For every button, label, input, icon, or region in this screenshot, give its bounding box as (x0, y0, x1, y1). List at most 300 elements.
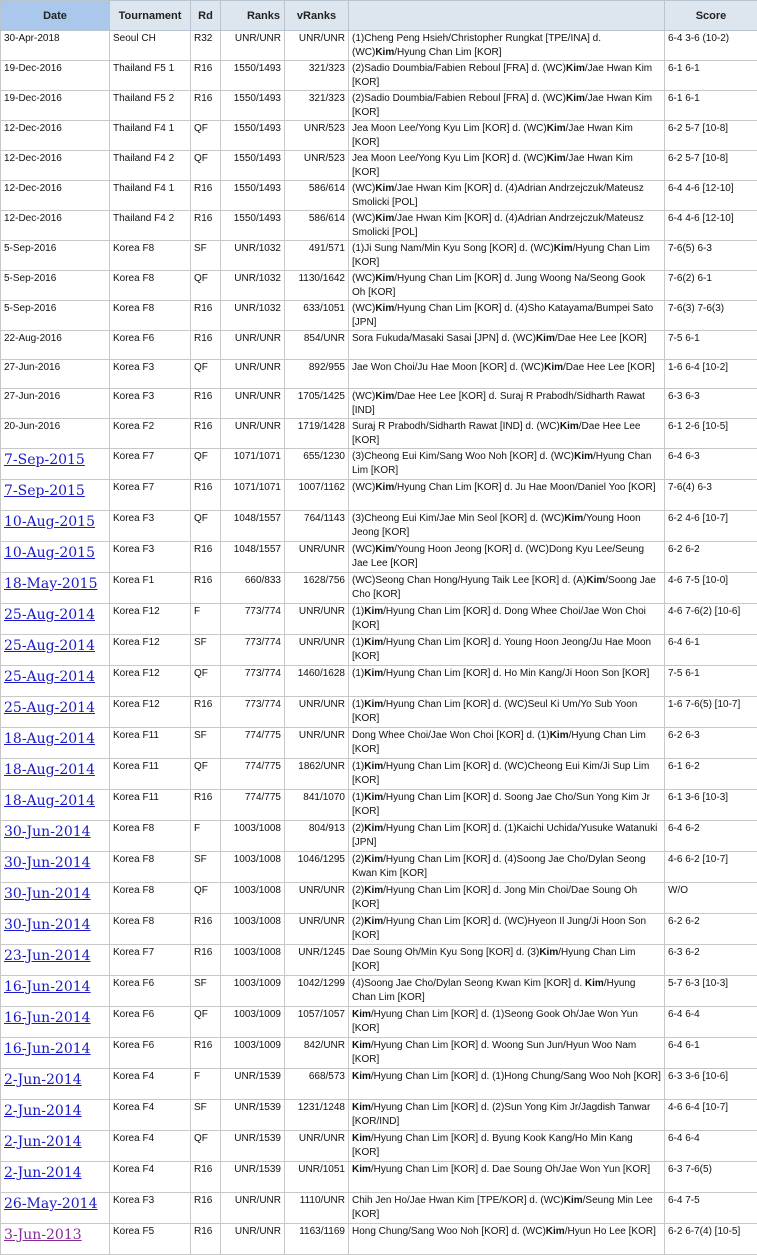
table-row (1, 883, 757, 914)
match-text-before: (1) (352, 637, 364, 648)
table-row (1, 1193, 757, 1224)
cell-date (1, 728, 110, 759)
player-name: Kim (352, 1133, 371, 1144)
player-name: Kim (352, 1040, 371, 1051)
cell-match (349, 542, 665, 573)
cell-date (1, 542, 110, 573)
cell-score: 7-5 6-1 (665, 666, 757, 697)
cell-vranks: 804/913 (285, 821, 349, 852)
cell-vranks: 841/1070 (285, 790, 349, 821)
match-text-before: (2) (352, 823, 364, 834)
cell-vranks: 1007/1162 (285, 480, 349, 511)
match-text-after: /Hyung Chan Lim [KOR] d. (4)Sho Katayama/Bumpei Sato [JPN] (352, 303, 653, 328)
cell-tournament: Korea F8 (110, 883, 191, 914)
cell-date (1, 852, 110, 883)
cell-ranks: UNR/1539 (221, 1131, 285, 1162)
match-text-before: (WC) (352, 482, 375, 493)
cell-match (349, 635, 665, 666)
match-text-after: /Seung Min Lee [KOR] (352, 1195, 653, 1220)
date-link[interactable]: 18-May-2015 (4, 576, 98, 592)
player-name: Kim (375, 213, 394, 224)
cell-round: R16 (191, 914, 221, 945)
cell-score: 6-1 6-1 (665, 61, 757, 91)
cell-match (349, 945, 665, 976)
cell-date (1, 1100, 110, 1131)
match-text-after: /Hyung Chan Lim [KOR] d. (WC)Seul Ki Um/Yo Sub Yoon [KOR] (352, 699, 637, 724)
date-link[interactable]: 2-Jun-2014 (4, 1072, 82, 1088)
cell-match (349, 91, 665, 121)
match-text-after: /Hyung Chan Lim [KOR] d. Byung Kook Kang/Ho Min Kang [KOR] (352, 1133, 633, 1158)
cell-date: 27-Jun-2016 (1, 360, 110, 389)
player-name: Kim (546, 1226, 565, 1237)
cell-score: 4-6 6-4 [10-7] (665, 1100, 757, 1131)
cell-tournament: Korea F8 (110, 241, 191, 271)
table-row (1, 573, 757, 604)
cell-score: 6-2 6-3 (665, 728, 757, 759)
match-text-after: /Hyung Chan Lim [KOR] d. (1)Seong Gook Oh/Jae Won Yun [KOR] (352, 1009, 638, 1034)
date-link[interactable]: 2-Jun-2014 (4, 1103, 82, 1119)
cell-tournament: Korea F12 (110, 666, 191, 697)
cell-match (349, 852, 665, 883)
header-tournament[interactable]: Tournament (110, 1, 191, 31)
match-text-after: /Hyung Chan Lim [KOR] (352, 947, 636, 972)
cell-date: 5-Sep-2016 (1, 241, 110, 271)
cell-date: 12-Dec-2016 (1, 181, 110, 211)
cell-date: 19-Dec-2016 (1, 91, 110, 121)
cell-match (349, 604, 665, 635)
cell-tournament: Thailand F4 2 (110, 151, 191, 181)
cell-vranks: 854/UNR (285, 331, 349, 360)
match-text-after: /Hyung Chan Lim [KOR] d. Young Hoon Jeong/Ju Hae Moon [KOR] (352, 637, 651, 662)
match-text-before: (WC) (352, 544, 375, 555)
match-text-before: (3)Cheong Eui Kim/Sang Woo Noh [KOR] d. (WC) (352, 451, 574, 462)
header-vranks[interactable]: vRanks (285, 1, 349, 31)
cell-date (1, 449, 110, 480)
match-text-after: /Hyung Chan Lim [KOR] (352, 451, 651, 476)
cell-date (1, 945, 110, 976)
player-name: Kim (375, 47, 394, 58)
cell-match (349, 211, 665, 241)
cell-date (1, 821, 110, 852)
cell-match (349, 1162, 665, 1193)
cell-score: 6-2 5-7 [10-8] (665, 121, 757, 151)
cell-match (349, 790, 665, 821)
cell-ranks: 774/775 (221, 790, 285, 821)
player-name: Kim (560, 421, 579, 432)
cell-match (349, 419, 665, 449)
table-row (1, 604, 757, 635)
table-row (1, 1007, 757, 1038)
cell-ranks: 773/774 (221, 635, 285, 666)
player-name: Kim (364, 823, 383, 834)
cell-match (349, 1131, 665, 1162)
match-text-after: /Soong Jae Cho [KOR] (352, 575, 656, 600)
cell-vranks: UNR/1245 (285, 945, 349, 976)
cell-score: 6-4 6-4 (665, 1131, 757, 1162)
cell-match (349, 573, 665, 604)
cell-vranks: UNR/UNR (285, 31, 349, 61)
cell-vranks: UNR/523 (285, 121, 349, 151)
cell-tournament: Korea F1 (110, 573, 191, 604)
match-text-after: /Hyung Chan Lim [KOR] d. Soong Jae Cho/Sun Yong Kim Jr [KOR] (352, 792, 650, 817)
cell-ranks: UNR/UNR (221, 1224, 285, 1255)
cell-date (1, 697, 110, 728)
table-row (1, 121, 757, 151)
cell-round: R16 (191, 1224, 221, 1255)
cell-date (1, 1038, 110, 1069)
cell-tournament: Korea F8 (110, 914, 191, 945)
player-name: Kim (585, 978, 604, 989)
player-name: Kim (375, 273, 394, 284)
date-link[interactable]: 25-Aug-2014 (4, 638, 95, 654)
player-name: Kim (375, 303, 394, 314)
cell-round: R16 (191, 1038, 221, 1069)
header-ranks[interactable]: Ranks (221, 1, 285, 31)
cell-score: 1-6 7-6(5) [10-7] (665, 697, 757, 728)
match-text-before: (1) (352, 761, 364, 772)
cell-date (1, 1131, 110, 1162)
cell-round: R16 (191, 1193, 221, 1224)
table-row (1, 945, 757, 976)
player-name: Kim (564, 513, 583, 524)
match-text-after: /Dae Hee Lee [KOR] d. Suraj R Prabodh/Sidharth Rawat [IND] (352, 391, 645, 416)
cell-ranks: UNR/UNR (221, 360, 285, 389)
cell-date: 19-Dec-2016 (1, 61, 110, 91)
cell-ranks: 1003/1009 (221, 1038, 285, 1069)
cell-vranks: UNR/UNR (285, 883, 349, 914)
cell-score: 6-1 3-6 [10-3] (665, 790, 757, 821)
player-name: Kim (566, 93, 585, 104)
cell-tournament: Korea F4 (110, 1162, 191, 1193)
player-name: Kim (539, 947, 558, 958)
cell-score: 7-6(3) 7-6(3) (665, 301, 757, 331)
cell-round: QF (191, 759, 221, 790)
cell-round: R16 (191, 211, 221, 241)
date-link[interactable]: 7-Sep-2015 (4, 452, 85, 468)
cell-tournament: Korea F3 (110, 1193, 191, 1224)
cell-tournament: Seoul CH (110, 31, 191, 61)
cell-ranks: UNR/1539 (221, 1069, 285, 1100)
player-name: Kim (574, 451, 593, 462)
date-link[interactable]: 10-Aug-2015 (4, 545, 95, 561)
cell-match (349, 666, 665, 697)
cell-tournament: Korea F4 (110, 1069, 191, 1100)
cell-score: 7-6(5) 6-3 (665, 241, 757, 271)
cell-vranks: UNR/UNR (285, 604, 349, 635)
player-name: Kim (375, 544, 394, 555)
date-link[interactable]: 16-Jun-2014 (4, 1041, 91, 1057)
cell-vranks: 892/955 (285, 360, 349, 389)
cell-match (349, 449, 665, 480)
cell-tournament: Korea F7 (110, 449, 191, 480)
cell-ranks: 1003/1008 (221, 852, 285, 883)
table-body (1, 31, 757, 1255)
cell-match (349, 1224, 665, 1255)
table-row (1, 1162, 757, 1193)
match-text-before: (1) (352, 606, 364, 617)
cell-vranks: 1460/1628 (285, 666, 349, 697)
date-link[interactable]: 25-Aug-2014 (4, 669, 95, 685)
date-link[interactable]: 30-Jun-2014 (4, 886, 91, 902)
cell-score: 5-7 6-3 [10-3] (665, 976, 757, 1007)
match-text-after: /Hyung Chan Lim [KOR] d. Ju Hae Moon/Daniel Yoo [KOR] (394, 482, 655, 493)
match-text-after: /Jae Hwan Kim [KOR] (352, 63, 652, 88)
table-row (1, 1224, 757, 1255)
cell-round: R16 (191, 91, 221, 121)
cell-ranks: UNR/1539 (221, 1100, 285, 1131)
cell-ranks: 1550/1493 (221, 181, 285, 211)
date-link[interactable]: 18-Aug-2014 (4, 793, 95, 809)
player-name: Kim (547, 123, 566, 134)
date-link[interactable]: 2-Jun-2014 (4, 1165, 82, 1181)
match-text-after: /Dae Hee Lee [KOR] (555, 333, 647, 344)
match-text-after: /Hyung Chan Lim [KOR] d. Ho Min Kang/Ji Hoon Son [KOR] (383, 668, 649, 679)
match-text-after: /Hyung Chan Lim [KOR] d. (4)Soong Jae Cho/Dylan Seong Kwan Kim [KOR] (352, 854, 646, 879)
cell-date (1, 976, 110, 1007)
cell-tournament: Korea F8 (110, 271, 191, 301)
cell-score: 7-6(2) 6-1 (665, 271, 757, 301)
cell-round: QF (191, 151, 221, 181)
cell-ranks: 1550/1493 (221, 91, 285, 121)
cell-ranks: 1003/1008 (221, 821, 285, 852)
cell-round: R16 (191, 697, 221, 728)
player-name: Kim (375, 183, 394, 194)
cell-ranks: 660/833 (221, 573, 285, 604)
match-text-after: /Jae Hwan Kim [KOR] (352, 93, 652, 118)
match-text-after: /Hyung Chan Lim [KOR] d. (2)Sun Yong Kim Jr/Jagdish Tanwar [KOR/IND] (352, 1102, 650, 1127)
cell-match (349, 121, 665, 151)
cell-tournament: Thailand F4 2 (110, 211, 191, 241)
cell-round: SF (191, 1100, 221, 1131)
cell-date (1, 480, 110, 511)
match-text-after: /Young Hoon Jeong [KOR] (352, 513, 641, 538)
date-link[interactable]: 30-Jun-2014 (4, 917, 91, 933)
match-text-before: (3)Cheong Eui Kim/Jae Min Seol [KOR] d. (WC) (352, 513, 564, 524)
cell-score: 6-1 6-2 (665, 759, 757, 790)
cell-tournament: Korea F12 (110, 697, 191, 728)
cell-round: QF (191, 1007, 221, 1038)
player-name: Kim (375, 482, 394, 493)
table-row (1, 790, 757, 821)
cell-round: R16 (191, 573, 221, 604)
match-text-before: (WC) (352, 273, 375, 284)
cell-ranks: 1550/1493 (221, 121, 285, 151)
match-text-after: /Jae Hwan Kim [KOR] d. (4)Adrian Andrzejczuk/Mateusz Smolicki [POL] (352, 183, 644, 208)
table-row (1, 301, 757, 331)
player-name: Kim (544, 362, 563, 373)
table-row (1, 271, 757, 301)
cell-ranks: UNR/1539 (221, 1162, 285, 1193)
match-text-after: /Hyun Ho Lee [KOR] (565, 1226, 656, 1237)
player-name: Kim (364, 668, 383, 679)
player-name: Kim (375, 391, 394, 402)
table-row (1, 511, 757, 542)
cell-round: F (191, 1069, 221, 1100)
cell-match (349, 480, 665, 511)
cell-round: F (191, 604, 221, 635)
table-row (1, 31, 757, 61)
cell-round: R16 (191, 181, 221, 211)
cell-vranks: UNR/UNR (285, 697, 349, 728)
cell-ranks: 1048/1557 (221, 542, 285, 573)
match-text-after: /Hyung Chan Lim [KOR] d. Woong Sun Jun/Hyun Woo Nam [KOR] (352, 1040, 636, 1065)
player-name: Kim (364, 637, 383, 648)
cell-vranks: 764/1143 (285, 511, 349, 542)
cell-vranks: 1163/1169 (285, 1224, 349, 1255)
cell-match (349, 914, 665, 945)
cell-vranks: UNR/1051 (285, 1162, 349, 1193)
cell-round: SF (191, 976, 221, 1007)
cell-ranks: 773/774 (221, 666, 285, 697)
date-link[interactable]: 30-Jun-2014 (4, 824, 91, 840)
cell-round: R16 (191, 480, 221, 511)
cell-round: R16 (191, 419, 221, 449)
cell-vranks: UNR/UNR (285, 1131, 349, 1162)
cell-vranks: 1110/UNR (285, 1193, 349, 1224)
table-row (1, 211, 757, 241)
cell-score: 6-4 6-2 (665, 821, 757, 852)
cell-round: SF (191, 241, 221, 271)
cell-vranks: 321/323 (285, 91, 349, 121)
cell-tournament: Korea F11 (110, 759, 191, 790)
cell-tournament: Korea F6 (110, 976, 191, 1007)
cell-vranks: 1057/1057 (285, 1007, 349, 1038)
cell-match (349, 31, 665, 61)
match-text-before: Jae Won Choi/Ju Hae Moon [KOR] d. (WC) (352, 362, 544, 373)
cell-match (349, 1038, 665, 1069)
cell-match (349, 181, 665, 211)
cell-date: 12-Dec-2016 (1, 211, 110, 241)
cell-score: 6-4 4-6 [12-10] (665, 211, 757, 241)
cell-round: QF (191, 121, 221, 151)
cell-ranks: 1071/1071 (221, 449, 285, 480)
player-name: Kim (554, 243, 573, 254)
cell-round: SF (191, 635, 221, 666)
cell-vranks: 1130/1642 (285, 271, 349, 301)
cell-score: 6-2 6-7(4) [10-5] (665, 1224, 757, 1255)
player-name: Kim (564, 1195, 583, 1206)
cell-round: R16 (191, 790, 221, 821)
header-date[interactable]: Date (1, 1, 110, 31)
match-text-before: (2)Sadio Doumbia/Fabien Reboul [FRA] d. (WC) (352, 63, 566, 74)
header-score[interactable]: Score (665, 1, 757, 31)
cell-score: 6-4 6-3 (665, 449, 757, 480)
player-name: Kim (566, 63, 585, 74)
match-text-before: (2) (352, 885, 364, 896)
cell-date: 27-Jun-2016 (1, 389, 110, 419)
player-name: Kim (550, 730, 569, 741)
match-text-after: /Hyung Chan Lim [KOR] d. Jung Woong Na/Seong Gook Oh [KOR] (352, 273, 645, 298)
cell-round: QF (191, 1131, 221, 1162)
table-row (1, 542, 757, 573)
player-name: Kim (364, 854, 383, 865)
cell-round: R16 (191, 301, 221, 331)
cell-round: R16 (191, 1162, 221, 1193)
cell-match (349, 1007, 665, 1038)
cell-tournament: Thailand F4 1 (110, 121, 191, 151)
cell-date: 22-Aug-2016 (1, 331, 110, 360)
date-link[interactable]: 7-Sep-2015 (4, 483, 85, 499)
date-link[interactable]: 2-Jun-2014 (4, 1134, 82, 1150)
date-link[interactable]: 30-Jun-2014 (4, 855, 91, 871)
cell-score: 6-4 6-1 (665, 635, 757, 666)
date-link[interactable]: 18-Aug-2014 (4, 762, 95, 778)
cell-score: 6-1 6-1 (665, 91, 757, 121)
player-name: Kim (547, 153, 566, 164)
date-link[interactable]: 25-Aug-2014 (4, 607, 95, 623)
cell-tournament: Korea F7 (110, 480, 191, 511)
cell-date (1, 1193, 110, 1224)
cell-tournament: Korea F3 (110, 511, 191, 542)
date-link[interactable]: 3-Jun-2013 (4, 1227, 82, 1243)
date-link[interactable]: 16-Jun-2014 (4, 1010, 91, 1026)
match-text-before: (WC)Seong Chan Hong/Hyung Taik Lee [KOR] d. (A) (352, 575, 586, 586)
date-link[interactable]: 23-Jun-2014 (4, 948, 91, 964)
cell-date (1, 1162, 110, 1193)
cell-ranks: 774/775 (221, 759, 285, 790)
cell-vranks: 586/614 (285, 181, 349, 211)
player-name: Kim (364, 699, 383, 710)
cell-ranks: 774/775 (221, 728, 285, 759)
cell-score: 6-1 2-6 [10-5] (665, 419, 757, 449)
cell-score: 6-3 6-2 (665, 945, 757, 976)
match-text-before: (1) (352, 699, 364, 710)
table-row (1, 241, 757, 271)
match-text-before: (2)Sadio Doumbia/Fabien Reboul [FRA] d. (WC) (352, 93, 566, 104)
cell-vranks: 842/UNR (285, 1038, 349, 1069)
match-text-before: Sora Fukuda/Masaki Sasai [JPN] d. (WC) (352, 333, 536, 344)
table-header (1, 1, 757, 31)
player-name: Kim (364, 792, 383, 803)
cell-date: 12-Dec-2016 (1, 151, 110, 181)
cell-round: SF (191, 728, 221, 759)
cell-tournament: Thailand F5 2 (110, 91, 191, 121)
cell-vranks: 1705/1425 (285, 389, 349, 419)
cell-match (349, 728, 665, 759)
player-name: Kim (352, 1164, 371, 1175)
date-link[interactable]: 16-Jun-2014 (4, 979, 91, 995)
date-link[interactable]: 25-Aug-2014 (4, 700, 95, 716)
cell-ranks: 1048/1557 (221, 511, 285, 542)
header-round[interactable]: Rd (191, 1, 221, 31)
table-row (1, 976, 757, 1007)
player-name: Kim (364, 761, 383, 772)
cell-date (1, 1007, 110, 1038)
cell-ranks: 1003/1009 (221, 976, 285, 1007)
cell-vranks: UNR/UNR (285, 914, 349, 945)
date-link[interactable]: 26-May-2014 (4, 1196, 98, 1212)
date-link[interactable]: 10-Aug-2015 (4, 514, 95, 530)
cell-vranks: 1042/1299 (285, 976, 349, 1007)
match-text-after: /Young Hoon Jeong [KOR] d. (WC)Dong Kyu Lee/Seung Jae Lee [KOR] (352, 544, 644, 569)
cell-vranks: 491/571 (285, 241, 349, 271)
cell-tournament: Korea F3 (110, 360, 191, 389)
match-text-before: (WC) (352, 303, 375, 314)
cell-vranks: 1046/1295 (285, 852, 349, 883)
cell-score: 6-2 4-6 [10-7] (665, 511, 757, 542)
cell-ranks: UNR/UNR (221, 1193, 285, 1224)
match-text-after: /Hyung Chan Lim [KOR] d. (1)Hong Chung/Sang Woo Noh [KOR] (371, 1071, 661, 1082)
match-text-after: /Hyung Chan Lim [KOR] (394, 47, 501, 58)
cell-tournament: Korea F11 (110, 728, 191, 759)
cell-round: QF (191, 449, 221, 480)
cell-score: 7-6(4) 6-3 (665, 480, 757, 511)
table-row (1, 360, 757, 389)
cell-tournament: Korea F12 (110, 635, 191, 666)
cell-tournament: Korea F7 (110, 945, 191, 976)
date-link[interactable]: 18-Aug-2014 (4, 731, 95, 747)
cell-round: R16 (191, 331, 221, 360)
